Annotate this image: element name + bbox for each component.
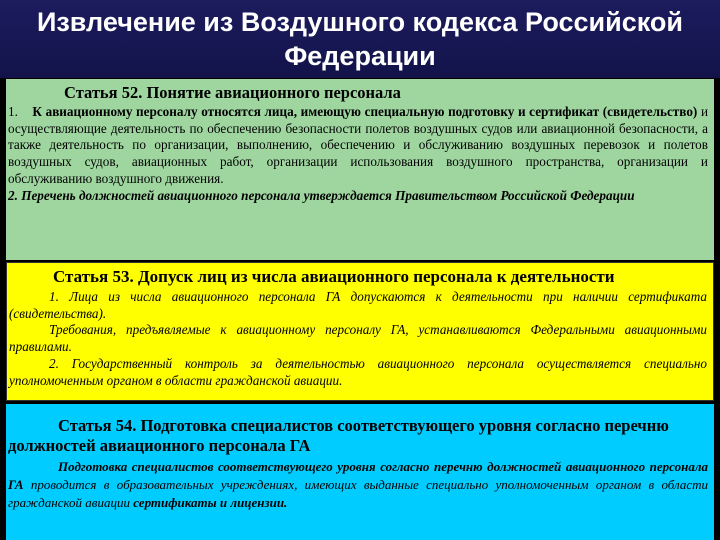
article-54-p1-bold: Подготовка специалистов соответствующего уровня согласно перечню должностей авиационного персонала ГА <box>8 459 708 492</box>
article-52-p1-bold: К авиационному персоналу относятся лица, имеющую специальную подготовку и сертификат (свидетельство) <box>32 104 698 119</box>
article-53-title: Статья 53. Допуск лиц из числа авиационного персонала к деятельности <box>53 267 615 286</box>
article-52-title: Статья 52. Понятие авиационного персонала <box>64 83 401 102</box>
article-54-section <box>6 404 714 540</box>
article-52-section <box>6 79 714 260</box>
article-52-p1-number: 1. <box>8 104 18 119</box>
article-52-p1-rest: и осуществляющие деятельность по обеспечению безопасности полетов воздушных судов или авиационной безопасности, а также деятельность по организации, выполнению, обеспечению и обслуживанию воздушных перевозок и полетов воздушных судов, авиационных работ, организации использования воздушного пространства, организации и обслуживанию воздушного движения. <box>8 104 708 186</box>
article-54-p1-middle: проводится в образовательных учреждениях, имеющих выданные специально уполномоченным органом в области гражданской авиации <box>8 477 708 510</box>
article-53-paragraph-1: 1. Лица из числа авиационного персонала ГА допускаются к деятельности при наличии сертификата (свидетельства). <box>9 289 707 321</box>
article-54-title: Статья 54. Подготовка специалистов соответствующего уровня согласно перечню должностей авиационного персонала ГА <box>8 416 669 455</box>
article-54-p1-end: сертификаты и лицензии. <box>133 495 288 510</box>
article-53-paragraph-2: Требования, предъявляемые к авиационному персоналу ГА, устанавливаются Федеральными авиационными правилами. <box>9 322 707 355</box>
article-53-paragraph-3: 2. Государственный контроль за деятельностью авиационного персонала осуществляется специально уполномоченным органом в области гражданской авиации. <box>9 355 707 388</box>
article-53-section <box>6 262 714 401</box>
article-54-paragraph-1 <box>8 458 708 512</box>
article-52-paragraph-1 <box>8 104 708 188</box>
page-title: Извлечение из Воздушного кодекса Российской Федерации <box>0 0 720 78</box>
article-52-paragraph-2: 2. Перечень должностей авиационного персонала утверждается Правительством Российской Федерации <box>8 187 635 203</box>
